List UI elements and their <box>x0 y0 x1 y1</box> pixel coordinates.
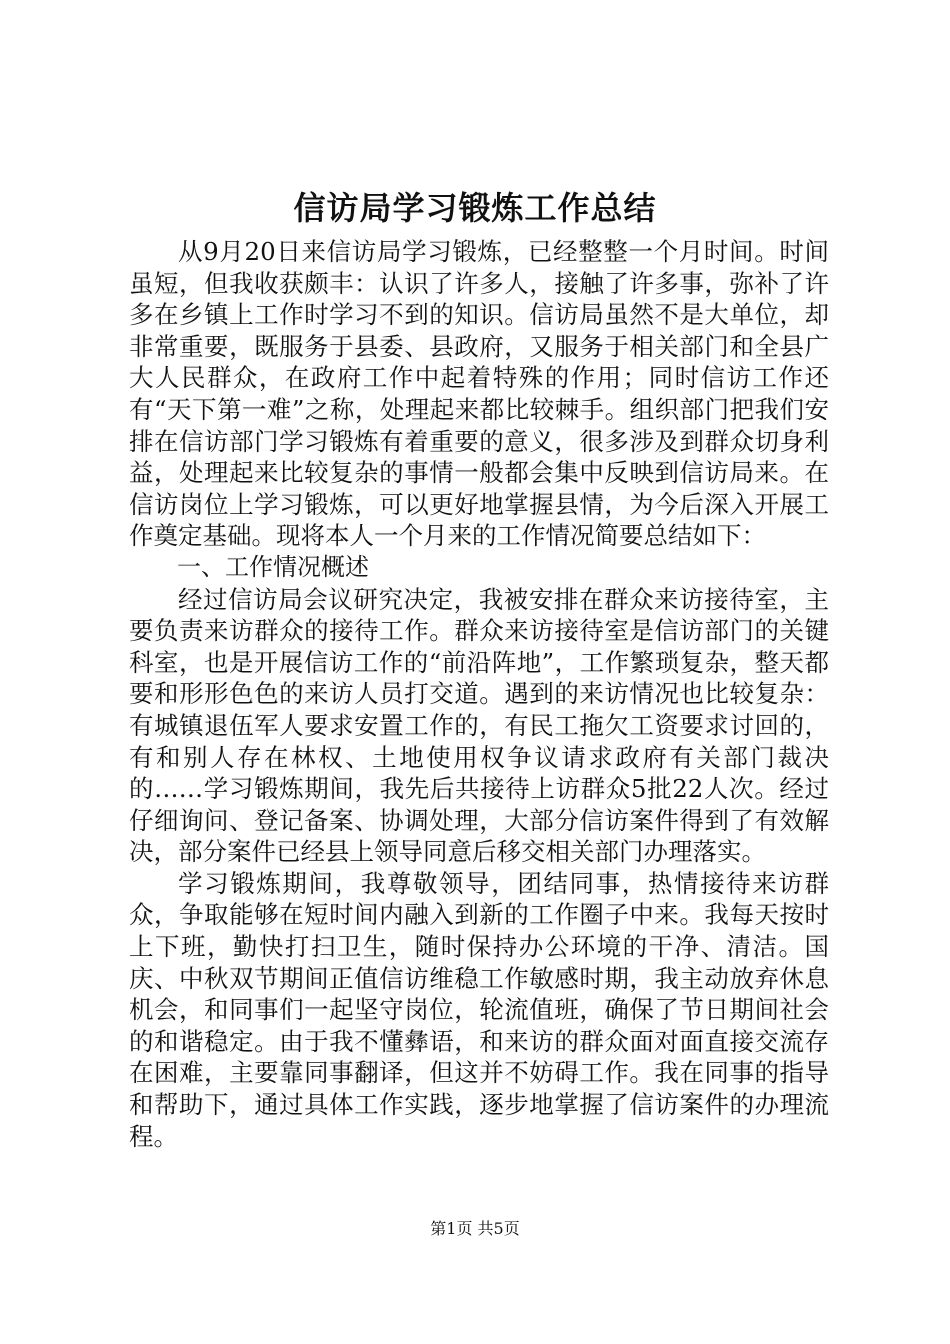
paragraph-conduct: 学习锻炼期间，我尊敬领导，团结同事，热情接待来访群众，争取能够在短时间内融入到新的工作圈子中来。我每天按时上下班，勤快打扫卫生，随时保持办公环境的干净、清洁。国庆、中秋双节期间正值信访维稳工作敏感时期，我主动放弃休息机会，和同事们一起坚守岗位，轮流值班，确保了节日期间社会的和谐稳定。由于我不懂彝语，和来访的群众面对面直接交流存在困难，主要靠同事翻译，但这并不妨碍工作。我在同事的指导和帮助下，通过具体工作实践，逐步地掌握了信访案件的办理流程。 <box>129 868 829 1151</box>
paragraph-intro: 从9月20日来信访局学习锻炼，已经整整一个月时间。时间虽短，但我收获颇丰：认识了许多人，接触了许多事，弥补了许多在乡镇上工作时学习不到的知识。信访局虽然不是大单位，却非常重要，既服务于县委、县政府，又服务于相关部门和全县广大人民群众，在政府工作中起着特殊的作用；同时信访工作还有“天下第一难”之称，处理起来都比较棘手。组织部门把我们安排在信访部门学习锻炼有着重要的意义，很多涉及到群众切身利益，处理起来比较复杂的事情一般都会集中反映到信访局来。在信访岗位上学习锻炼，可以更好地掌握县情，为今后深入开展工作奠定基础。现将本人一个月来的工作情况简要总结如下： <box>129 237 829 551</box>
document-title: 信访局学习锻炼工作总结 <box>293 189 657 227</box>
paragraph-work-overview: 经过信访局会议研究决定，我被安排在群众来访接待室，主要负责来访群众的接待工作。群众来访接待室是信访部门的关键科室，也是开展信访工作的“前沿阵地”，工作繁琐复杂，整天都要和形形色色的来访人员打交道。遇到的来访情况也比较复杂：有城镇退伍军人要求安置工作的，有民工拖欠工资要求讨回的，有和别人存在林权、土地使用权争议请求政府有关部门裁决的……学习锻炼期间，我先后共接待上访群众5批22人次。经过仔细询问、登记备案、协调处理，大部分信访案件得到了有效解决，部分案件已经县上领导同意后移交相关部门办理落实。 <box>129 584 829 867</box>
page-footer <box>0 1218 950 1240</box>
document-body <box>129 236 829 1152</box>
section-heading: 一、工作情况概述 <box>177 552 369 581</box>
page-indicator: 第1页 共5页 <box>430 1219 520 1238</box>
